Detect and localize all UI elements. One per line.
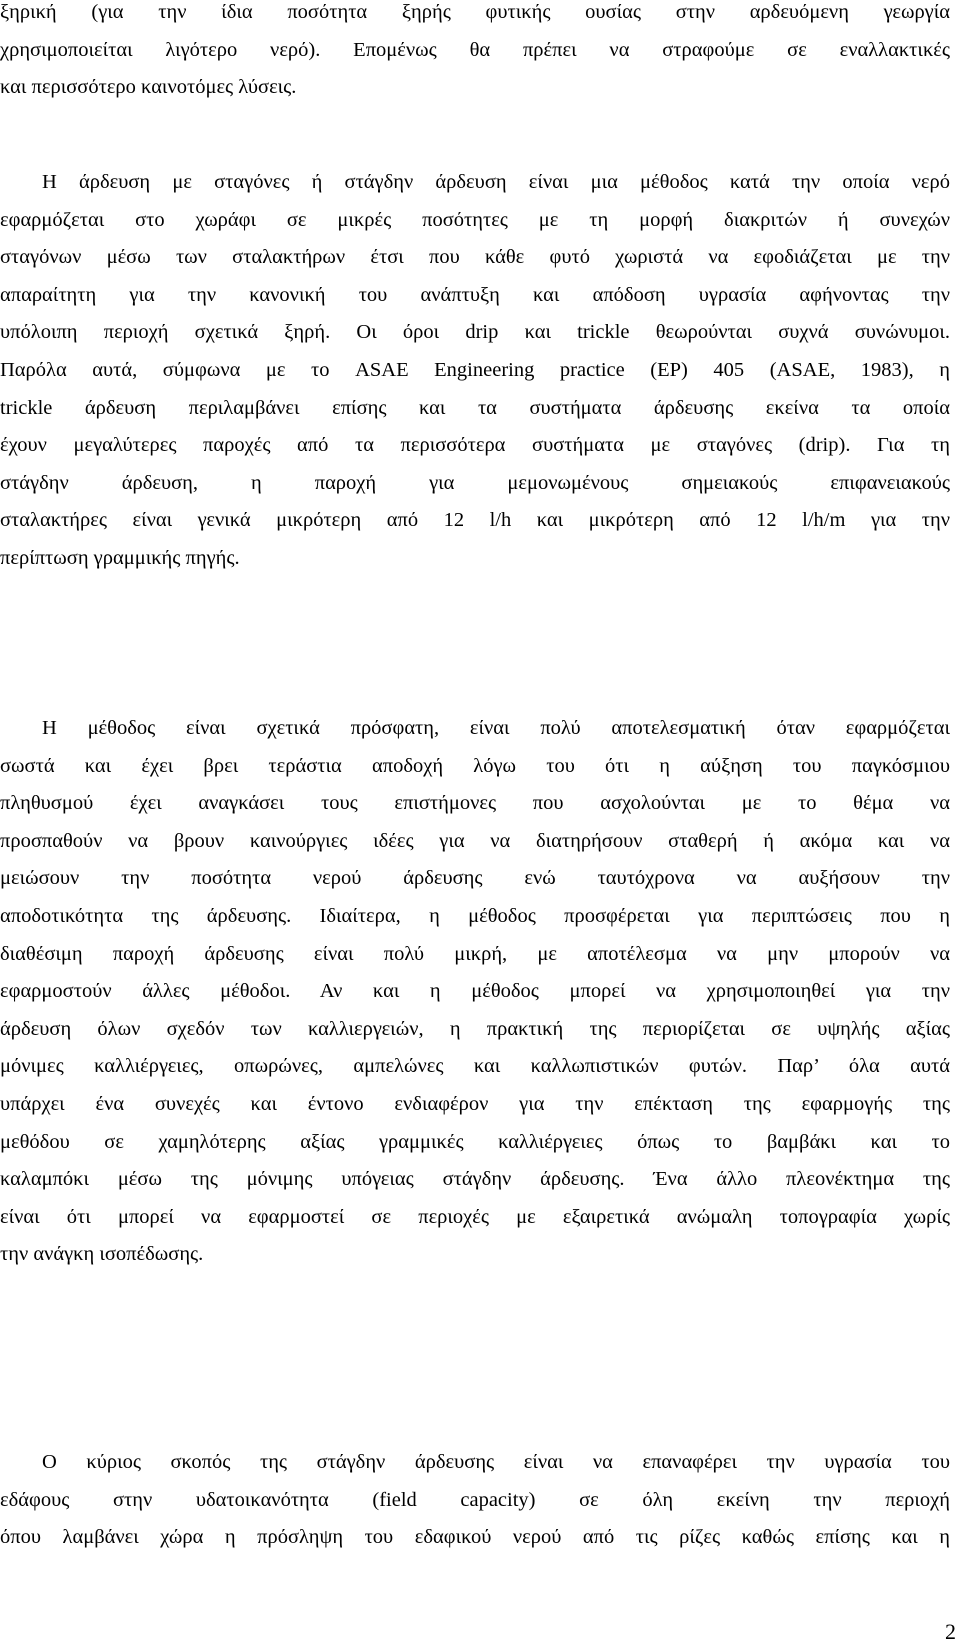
page-number: 2 xyxy=(945,1619,956,1644)
text-line: πληθυσμού έχει αναγκάσει τους επιστήμονες που ασχολούνται με το θέμα να xyxy=(0,792,950,815)
text-line: trickle άρδευση περιλαμβάνει επίσης και τα συστήματα άρδευσης εκείνα τα οποία xyxy=(0,396,950,419)
text-line: σταγόνων μέσω των σταλακτήρων έτσι που κάθε φυτό χωριστά να εφοδιάζεται με την xyxy=(0,246,950,269)
paragraph-1 xyxy=(0,0,950,107)
text-line: Η μέθοδος είναι σχετικά πρόσφατη, είναι πολύ αποτελεσματική όταν εφαρμόζεται xyxy=(42,717,950,739)
text-line: υπόλοιπη περιοχή σχετικά ξηρή. Οι όροι drip και trickle θεωρούνται συχνά συνώνυμοι. xyxy=(0,321,950,344)
paragraph-3 xyxy=(0,710,950,1274)
text-line: μεθόδου σε χαμηλότερης αξίας γραμμικές καλλιέργειες όπως το βαμβάκι και το xyxy=(0,1130,950,1153)
text-line: Η άρδευση με σταγόνες ή στάγδην άρδευση είναι μια μέθοδος κατά την οποία νερό xyxy=(42,171,950,193)
text-line: εδάφους στην υδατοικανότητα (field capacity) σε όλη εκείνη την περιοχή xyxy=(0,1488,950,1511)
text-line: σωστά και έχει βρει τεράστια αποδοχή λόγω του ότι η αύξηση του παγκόσμιου xyxy=(0,754,950,777)
text-line: και περισσότερο καινοτόμες λύσεις. xyxy=(0,76,297,99)
text-line: αποδοτικότητα της άρδευσης. Ιδιαίτερα, η μέθοδος προσφέρεται για περιπτώσεις που η xyxy=(0,904,950,927)
paragraph-4 xyxy=(0,1444,950,1557)
text-line: μόνιμες καλλιέργειες, οπωρώνες, αμπελώνες και καλλωπιστικών φυτών. Παρ’ όλα αυτά xyxy=(0,1055,950,1078)
text-line: υπάρχει ένα συνεχές και έντονο ενδιαφέρον για την επέκταση της εφαρμογής της xyxy=(0,1092,950,1115)
text-line: προσπαθούν να βρουν καινούργιες ιδέες για να διατηρήσουν σταθερή ή ακόμα και να xyxy=(0,829,950,852)
text-line: έχουν μεγαλύτερες παροχές από τα περισσότερα συστήματα με σταγόνες (drip). Για τη xyxy=(0,434,950,457)
text-line: καλαμπόκι μέσω της μόνιμης υπόγειας στάγδην άρδευσης. Ένα άλλο πλεονέκτημα της xyxy=(0,1168,950,1191)
text-line: σταλακτήρες είναι γενικά μικρότερη από 12 l/h και μικρότερη από 12 l/h/m για την xyxy=(0,509,950,532)
text-line: διαθέσιμη παροχή άρδευσης είναι πολύ μικρή, με αποτέλεσμα να μην μπορούν να xyxy=(0,942,950,965)
paragraph-2 xyxy=(0,164,950,578)
text-line: όπου λαμβάνει χώρα η πρόσληψη του εδαφικού νερού από τις ρίζες καθώς επίσης και η xyxy=(0,1526,950,1549)
text-line: άρδευση όλων σχεδόν των καλλιεργειών, η πρακτική της περιορίζεται σε υψηλής αξίας xyxy=(0,1017,950,1040)
text-line: εφαρμοστούν άλλες μέθοδοι. Αν και η μέθοδος μπορεί να χρησιμοποιηθεί για την xyxy=(0,980,950,1003)
text-line: Παρόλα αυτά, σύμφωνα με το ASAE Engineering practice (EP) 405 (ASAE, 1983), η xyxy=(0,358,950,381)
text-line: στάγδην άρδευση, η παροχή για μεμονωμένους σημειακούς επιφανειακούς xyxy=(0,471,950,494)
text-line: εφαρμόζεται στο χωράφι σε μικρές ποσότητες με τη μορφή διακριτών ή συνεχών xyxy=(0,208,950,231)
text-line: την ανάγκη ισοπέδωσης. xyxy=(0,1243,204,1266)
text-line: ξηρική (για την ίδια ποσότητα ξηρής φυτικής ουσίας στην αρδευόμενη γεωργία xyxy=(0,1,950,23)
text-line: μειώσουν την ποσότητα νερού άρδευσης ενώ ταυτόχρονα να αυξήσουν την xyxy=(0,867,950,890)
text-line: περίπτωση γραμμικής πηγής. xyxy=(0,546,240,569)
text-line: απαραίτητη για την κανονική του ανάπτυξη και απόδοση υγρασία αφήνοντας την xyxy=(0,283,950,306)
text-line: χρησιμοποιείται λιγότερο νερό). Επομένως θα πρέπει να στραφούμε σε εναλλακτικές xyxy=(0,38,950,61)
text-line: Ο κύριος σκοπός της στάγδην άρδευσης είναι να επαναφέρει την υγρασία του xyxy=(42,1451,950,1473)
text-line: είναι ότι μπορεί να εφαρμοστεί σε περιοχές με εξαιρετικά ανώμαλη τοπογραφία χωρίς xyxy=(0,1205,950,1228)
